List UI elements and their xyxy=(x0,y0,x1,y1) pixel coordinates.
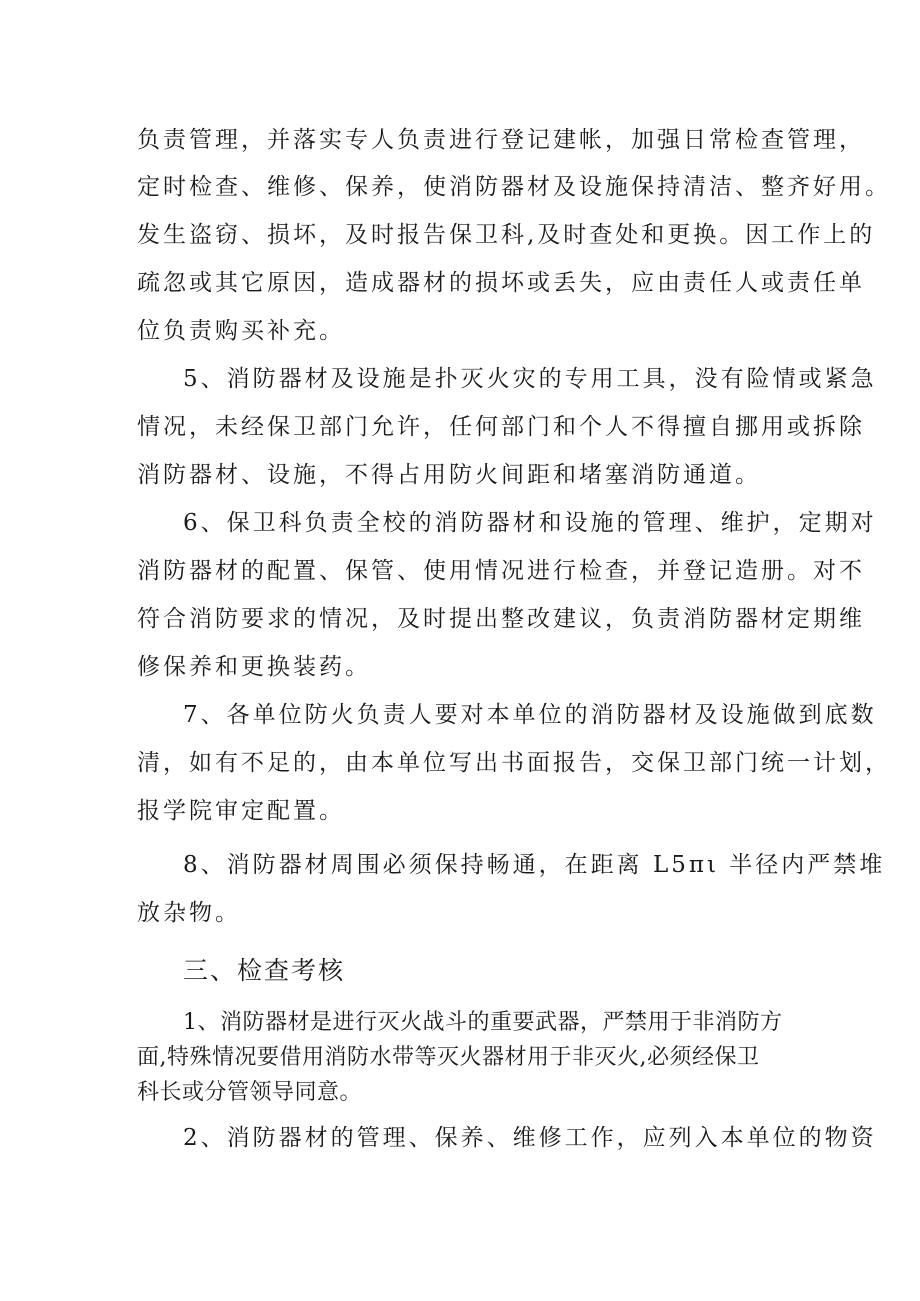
item-7-line: 报学院审定配置。 xyxy=(137,798,345,824)
item-6-line: 符合消防要求的情况，及时提出整改建议，负责消防器材定期维 xyxy=(137,606,865,632)
section-3-item-1-line: 1、消防器材是进行灭火战斗的重要武器，严禁用于非消防方 xyxy=(183,1010,783,1035)
item-6-line: 6、保卫科负责全校的消防器材和设施的管理、维护，定期对 xyxy=(183,510,877,536)
text-line: 定时检查、维修、保养，使消防器材及设施保持清洁、整齐好用。 xyxy=(137,174,891,200)
section-heading: 三、检查考核 xyxy=(183,956,346,985)
item-7-line: 7、各单位防火负责人要对本单位的消防器材及设施做到底数 xyxy=(183,702,877,728)
item-7-line: 清，如有不足的，由本单位写出书面报告，交保卫部门统一计划， xyxy=(137,750,891,776)
text-line: 位负责购买补充。 xyxy=(137,318,345,344)
item-6-line: 修保养和更换装药。 xyxy=(137,654,371,680)
item-5-line: 5、消防器材及设施是扑灭火灾的专用工具，没有险情或紧急 xyxy=(183,366,877,392)
section-3-item-1-line: 科长或分管领导同意。 xyxy=(137,1080,363,1105)
text-line: 发生盗窃、损坏，及时报告保卫科,及时查处和更换。因工作上的 xyxy=(137,222,876,248)
section-3-item-1-line: 面,特殊情况要借用消防水带等灭火器材用于非灭火,必须经保卫 xyxy=(137,1045,760,1070)
item-5-line: 消防器材、设施，不得占用防火间距和堵塞消防通道。 xyxy=(137,462,761,488)
text-line: 疏忽或其它原因，造成器材的损坏或丢失，应由责任人或责任单 xyxy=(137,270,865,296)
section-3-item-2-line: 2、消防器材的管理、保养、维修工作，应列入本单位的物资 xyxy=(183,1125,877,1151)
text-line: 负责管理，并落实专人负责进行登记建帐，加强日常检查管理， xyxy=(137,127,865,153)
item-8-line: 8、消防器材周围必须保持畅通，在距离 L5πι 半径内严禁堆 xyxy=(183,852,886,878)
item-8-line: 放杂物。 xyxy=(137,900,241,926)
item-5-line: 情况，未经保卫部门允许，任何部门和个人不得擅自挪用或拆除 xyxy=(137,414,865,440)
item-6-line: 消防器材的配置、保管、使用情况进行检查，并登记造册。对不 xyxy=(137,558,865,584)
